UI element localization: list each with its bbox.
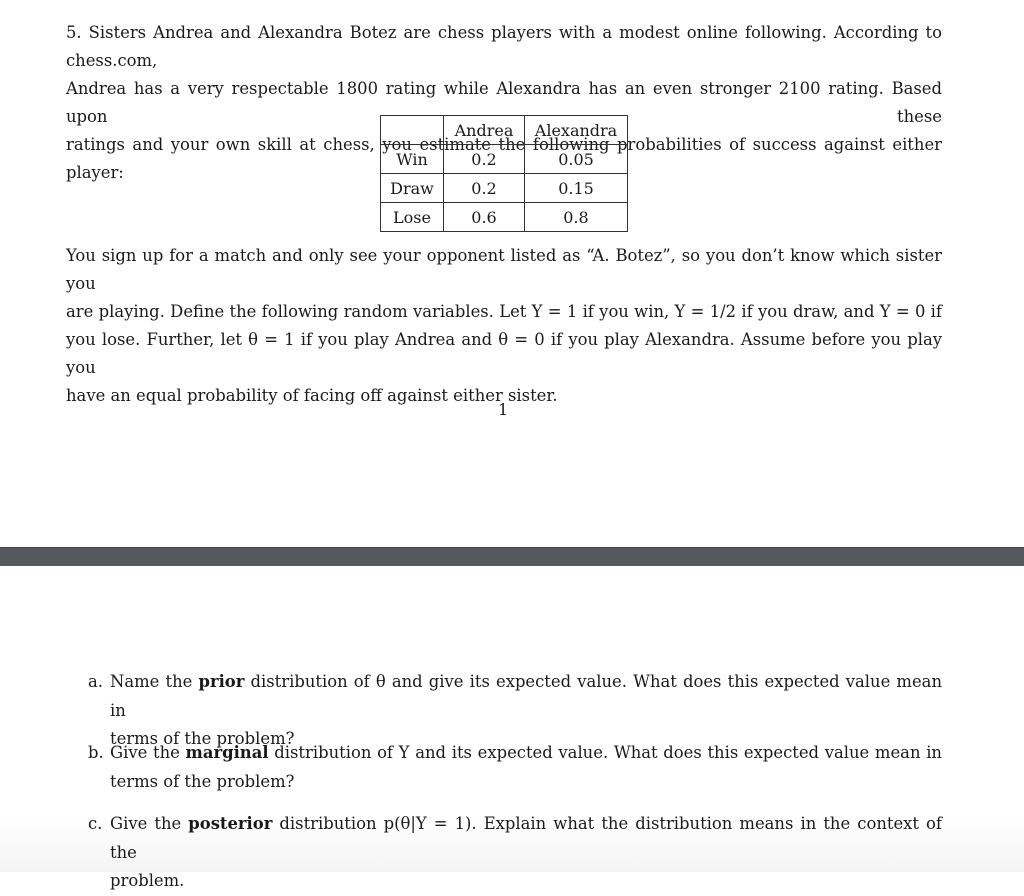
intro-line: Andrea has a very respectable 1800 rating while Alexandra has an even stronger 2100 rating. Based upon these bbox=[66, 79, 942, 126]
problem-setup bbox=[66, 242, 942, 410]
question-body bbox=[110, 810, 942, 896]
setup-line: are playing. Define the following random variables. Let Y = 1 if you win, Y = 1/2 if you draw, and Y = 0 if bbox=[66, 302, 942, 321]
cell-lose-alexandra: 0.8 bbox=[525, 203, 628, 232]
question-marker: a. bbox=[88, 672, 103, 691]
question-line: terms of the problem? bbox=[110, 771, 295, 791]
question-text: distribution of Y and its expected value. What does this expected value mean in bbox=[268, 743, 942, 762]
cell-win-alexandra: 0.05 bbox=[525, 145, 628, 174]
row-label-lose: Lose bbox=[381, 203, 444, 232]
probability-table bbox=[380, 115, 628, 232]
row-label-draw: Draw bbox=[381, 174, 444, 203]
question-text: Give the bbox=[110, 743, 186, 762]
table-row bbox=[381, 174, 628, 203]
question-body bbox=[110, 739, 942, 796]
question-line bbox=[110, 739, 942, 768]
question-keyword: prior bbox=[198, 672, 245, 691]
question-line bbox=[110, 810, 942, 867]
page-separator bbox=[0, 547, 1024, 566]
question-line: terms of the problem? bbox=[110, 729, 295, 748]
cell-lose-andrea: 0.6 bbox=[444, 203, 525, 232]
question-text: distribution of θ and give its expected value. What does this expected value mean in bbox=[110, 672, 943, 720]
intro-line: ratings and your own skill at chess, you estimate the following probabilities of success against either player: bbox=[66, 135, 942, 182]
question-line bbox=[110, 668, 942, 725]
question-marker: b. bbox=[88, 743, 104, 762]
page-number: 1 bbox=[498, 400, 509, 419]
question-keyword: marginal bbox=[185, 743, 269, 762]
question-b bbox=[88, 739, 942, 796]
setup-line: you lose. Further, let θ = 1 if you play Andrea and θ = 0 if you play Alexandra. Assume before you play you bbox=[66, 330, 942, 377]
column-header-alexandra: Alexandra bbox=[525, 116, 628, 145]
row-label-win: Win bbox=[381, 145, 444, 174]
column-header-andrea: Andrea bbox=[444, 116, 525, 145]
table-header-row bbox=[381, 116, 628, 145]
question-text: distribution p(θ|Y = 1). Explain what the distribution means in the context of the bbox=[110, 814, 942, 862]
question-marker: c. bbox=[88, 814, 103, 833]
cell-draw-alexandra: 0.15 bbox=[525, 174, 628, 203]
question-line: problem. bbox=[110, 871, 185, 890]
question-text: Name the bbox=[110, 672, 199, 691]
table-corner-cell bbox=[381, 116, 444, 145]
question-c bbox=[88, 810, 942, 896]
setup-line: have an equal probability of facing off against either sister. bbox=[66, 386, 558, 405]
intro-line: 5. Sisters Andrea and Alexandra Botez are chess players with a modest online following. According to chess.com, bbox=[66, 23, 942, 70]
table-row bbox=[381, 145, 628, 174]
question-text: Give the bbox=[110, 814, 189, 833]
question-keyword: posterior bbox=[188, 814, 273, 833]
setup-line: You sign up for a match and only see your opponent listed as “A. Botez”, so you don’t know which sister you bbox=[66, 246, 942, 293]
table-row bbox=[381, 203, 628, 232]
cell-draw-andrea: 0.2 bbox=[444, 174, 525, 203]
cell-win-andrea: 0.2 bbox=[444, 145, 525, 174]
